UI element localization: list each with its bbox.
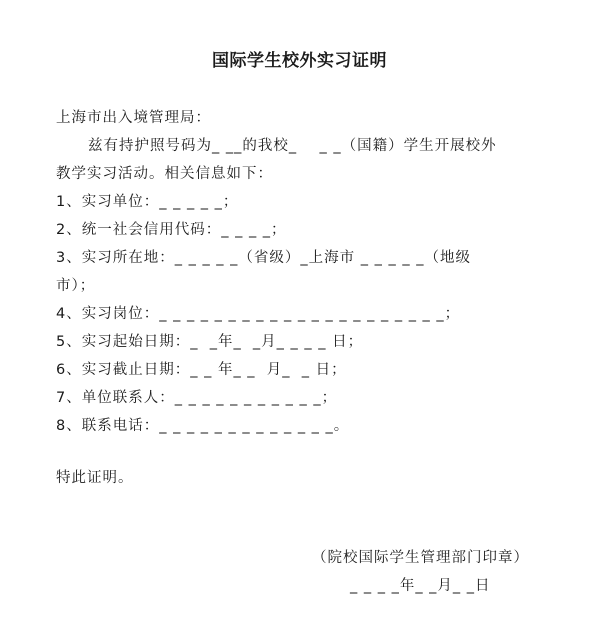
item-position: 4、实习岗位：_ _ _ _ _ _ _ _ _ _ _ _ _ _ _ _ _ _ _ _ _； [56, 306, 461, 322]
item-contact-person: 7、单位联系人：_ _ _ _ _ _ _ _ _ _ _； [56, 390, 338, 406]
item-credit-code: 2、统一社会信用代码：_ _ _ _； [56, 222, 287, 238]
item-contact-phone: 8、联系电话：_ _ _ _ _ _ _ _ _ _ _ _ _。 [56, 418, 350, 434]
date-line: _ _ _ _年_ _月_ _日 [350, 578, 491, 594]
item-end-date: 6、实习截止日期：_ _ 年_ _ 月_ _ 日； [56, 362, 347, 378]
closing-text: 特此证明。 [56, 470, 134, 486]
item-location: 3、实习所在地：_ _ _ _ _（省级）_上海市 _ _ _ _ _（地级 [56, 250, 471, 266]
item-start-date: 5、实习起始日期：_ _年_ _月_ _ _ _ 日； [56, 334, 364, 350]
document-title: 国际学生校外实习证明 [212, 51, 387, 71]
seal-label: （院校国际学生管理部门印章） [312, 550, 529, 566]
intro-line-1: 兹有持护照号码为_ __的我校_ _ _（国籍）学生开展校外 [88, 138, 497, 154]
recipient-line: 上海市出入境管理局： [56, 110, 211, 126]
item-internship-unit: 1、实习单位：_ _ _ _ _； [56, 194, 239, 210]
item-location-cont: 市）； [56, 278, 96, 294]
intro-line-2: 教学实习活动。相关信息如下： [56, 166, 273, 182]
